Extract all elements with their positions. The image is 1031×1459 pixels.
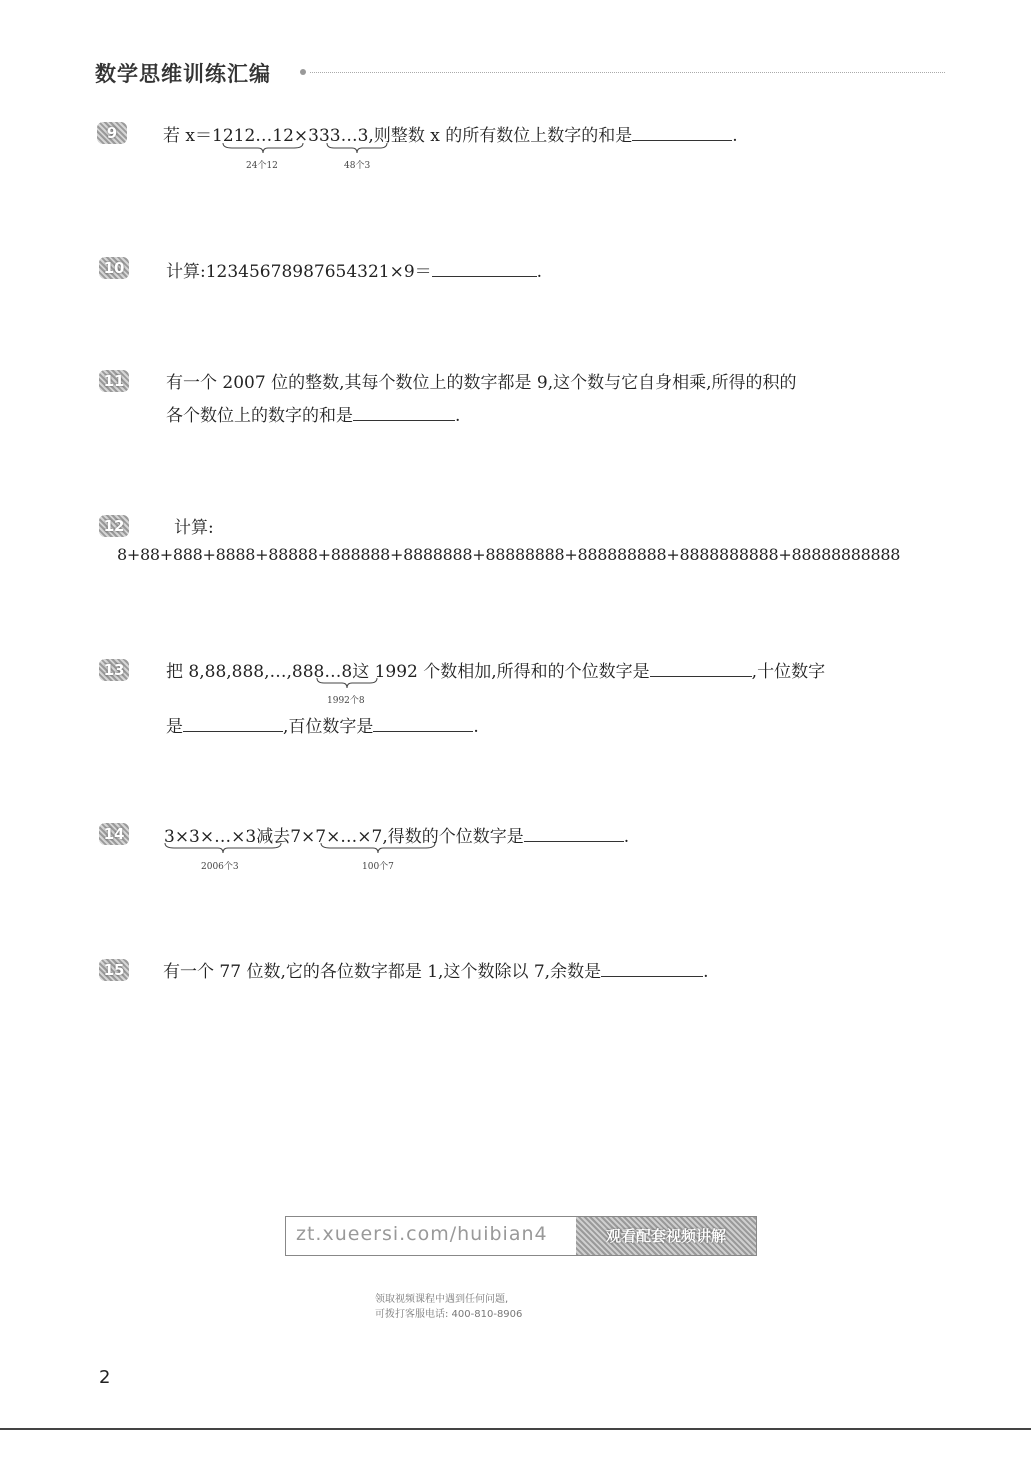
problem-15-text	[163, 957, 709, 982]
answer-blank-13c	[373, 715, 473, 732]
support-note-line1: 领取视频课程中遇到任何问题,	[375, 1294, 509, 1305]
p15-part-a: 有一个 77 位数,它的各位数字都是 1,这个数除以 7,余数是	[163, 962, 602, 982]
p9-part-f: .	[732, 126, 738, 146]
answer-blank-11	[353, 404, 455, 421]
problem-13-line1	[166, 657, 825, 682]
video-url[interactable]: zt.xueersi.com/huibian4	[296, 1223, 548, 1245]
brace-label-9b: 48个3	[344, 161, 371, 171]
p13-part-f: ,百位数字是	[283, 717, 374, 737]
book-title: 数学思维训练汇编	[95, 62, 271, 86]
answer-blank-13b	[183, 715, 283, 732]
problem-12-label: 计算:	[174, 518, 214, 538]
brace-14a	[164, 842, 282, 854]
problem-11-line1: 有一个 2007 位的整数,其每个数位上的数字都是 9,这个数与它自身相乘,所得的积的	[166, 373, 797, 393]
bottom-rule	[0, 1428, 1031, 1430]
problem-13-line2	[166, 712, 479, 737]
p9-part-d: 333…3	[308, 126, 369, 146]
p9-part-a: 若 x＝	[163, 126, 212, 146]
watch-video-button[interactable]: 观看配套视频讲解	[576, 1217, 756, 1255]
answer-blank-13a	[650, 660, 752, 677]
problem-11-line2	[166, 401, 460, 426]
p14-part-e: .	[623, 827, 630, 847]
brace-13	[316, 677, 378, 689]
p13-part-c: 这 1992 个数相加,所得和的个位数字是	[352, 662, 650, 682]
header-rule	[310, 72, 945, 73]
problem-12-expression: 8+88+888+8888+88888+888888+8888888+88888888+888888888+8888888888+88888888888	[117, 545, 901, 564]
answer-blank-9	[632, 124, 732, 141]
support-note-line2: 可拨打客服电话: 400-810-8906	[375, 1309, 523, 1320]
header-dot-icon	[300, 69, 306, 75]
p13-part-e: 是	[166, 717, 183, 737]
p13-part-d: ,十位数字	[751, 662, 826, 682]
brace-9a	[222, 142, 304, 154]
p10-part-a: 计算:12345678987654321×9＝	[166, 262, 432, 282]
p14-part-b: 减去	[256, 827, 291, 847]
p9-part-c: ×	[293, 126, 309, 146]
brace-9b	[326, 142, 388, 154]
p11-part-end: .	[455, 406, 461, 426]
problem-number-10: 10	[99, 257, 129, 279]
page-header	[95, 56, 945, 86]
page-number: 2	[99, 1367, 111, 1388]
p14-part-d: ,得数的个位数字是	[382, 827, 524, 847]
answer-blank-10	[432, 260, 537, 277]
brace-label-14a: 2006个3	[201, 862, 239, 872]
p13-part-g: .	[473, 717, 479, 737]
p9-part-e: ,则整数 x 的所有数位上数字的和是	[368, 126, 633, 146]
p14-part-a: 3×3×…×3	[164, 827, 257, 847]
video-link-box[interactable]	[285, 1216, 757, 1256]
brace-label-14b: 100个7	[362, 862, 394, 872]
answer-blank-15	[601, 960, 703, 977]
problem-number-11: 11	[99, 370, 129, 392]
problem-number-9: 9	[97, 122, 127, 144]
p13-part-b: 888…8	[291, 662, 353, 682]
p14-part-c: 7×7×…×7	[290, 827, 383, 847]
p15-part-b: .	[703, 962, 709, 982]
brace-14b	[320, 842, 436, 854]
problem-number-14: 14	[99, 823, 129, 845]
p11-part-a: 各个数位上的数字的和是	[166, 406, 353, 426]
problem-number-12: 12	[99, 515, 129, 537]
p13-part-a: 把 8,88,888,…,	[166, 662, 292, 682]
problem-number-15: 15	[99, 959, 129, 981]
answer-blank-14	[524, 825, 624, 842]
problem-number-13: 13	[99, 659, 129, 681]
p9-part-b: 1212…12	[212, 126, 294, 146]
brace-label-9a: 24个12	[246, 161, 278, 171]
brace-label-13: 1992个8	[327, 696, 365, 706]
p10-part-b: .	[536, 262, 543, 282]
problem-10-text	[166, 257, 542, 282]
